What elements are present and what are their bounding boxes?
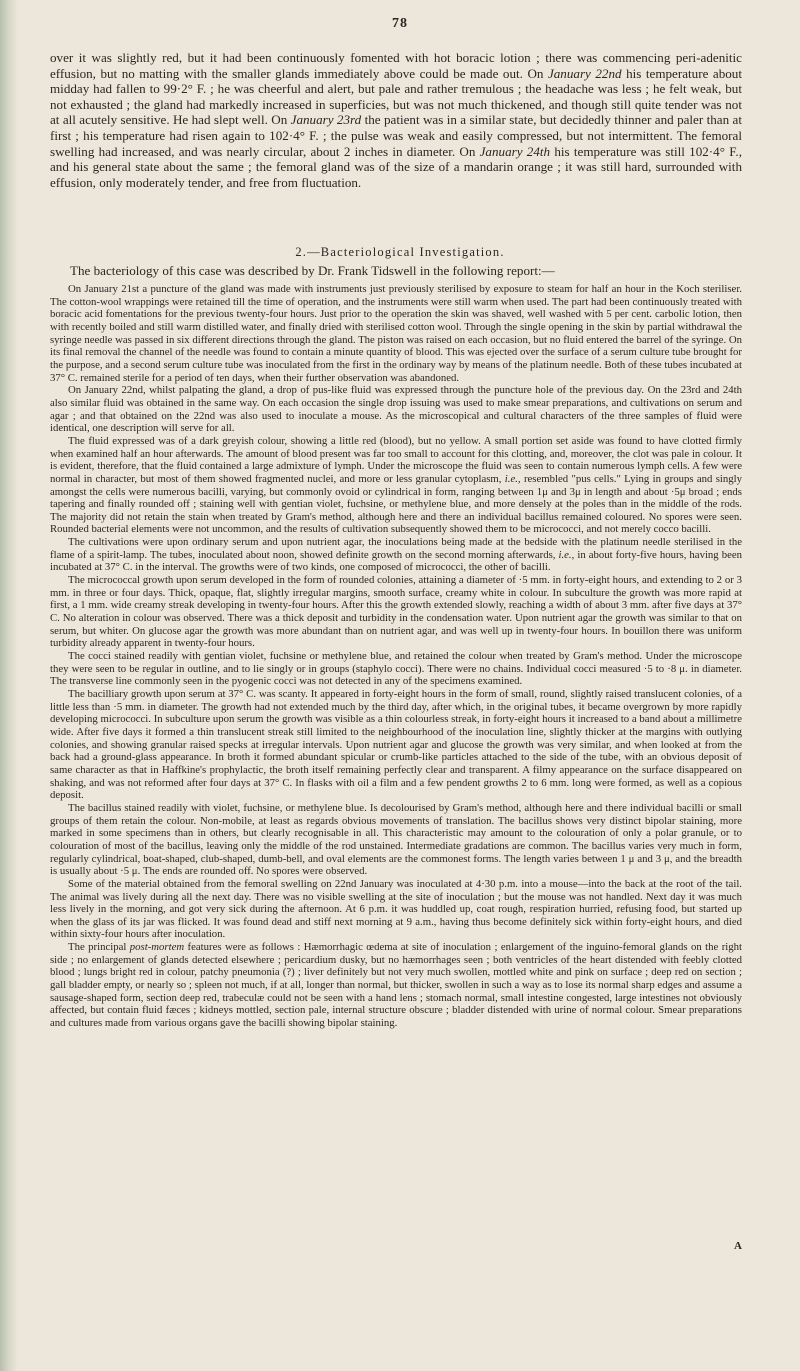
intro-run: his temperature about midday had fallen to 99·2° F. ; he was cheerful and alert, but pale and rather tremulous ; the headache was less ; he felt weak, but not exhausted ; the gland had markedly increased in superficies, but was not much thickened, and though still quite tender was not at all acutely sensitive. He had slept well. On [50, 65, 742, 128]
intro-run: January 24th [479, 143, 551, 159]
intro-run: January 23rd [290, 112, 362, 128]
report-run: post-mortem [129, 941, 185, 954]
report-paragraph [50, 384, 742, 435]
intro-run: the patient was in a similar state, but decidedly thinner and paler than at first ; his temperature had risen again to 102·4° F. ; the pulse was weak and easily compressed, but not intermittent. The femoral swelling had increased, and was nearly circular, about 2 inches in diameter. On [50, 112, 742, 159]
report-paragraph [50, 941, 742, 1030]
report-run: The principal [68, 941, 130, 954]
report-paragraph [50, 283, 742, 384]
intro-text [50, 50, 742, 190]
report-paragraph [50, 802, 742, 878]
report-body [50, 283, 742, 1030]
page-edge-shadow [0, 0, 18, 1371]
intro-run: his temperature was still 102·4° F., and his general state about the same ; the femoral gland was of the size of a mandarin orange ; it was still hard, surrounded with effusion, only moderately tender, and free from fluctuation. [50, 143, 742, 190]
report-paragraph [50, 574, 742, 650]
report-paragraph [50, 536, 742, 574]
report-run: On January 22nd, whilst palpating the gland, a drop of pus-like fluid was expressed through the puncture hole of the previous day. On the 23rd and 24th also similar fluid was obtained in the same way. On each occasion the single drop issuing was used to make smear preparations, and cultivations on serum and agar ; and that obtained on the 22nd was also used to inoculate a mouse. As the microscopical and cultural characters of the three samples of fluid were identical, one description will serve for all. [50, 384, 742, 435]
report-paragraph [50, 435, 742, 536]
report-run: i.e., [558, 548, 575, 561]
report-run: i.e., [504, 472, 521, 485]
report-paragraph [50, 650, 742, 688]
report-run: The fluid expressed was of a dark greyish colour, showing a little red (blood), but no yellow. A small portion set aside was found to have clotted firmly when examined half an hour afterwards. The amount of blood present was far too small to account for this clotting, and, moreover, the clot was pale in colour. It is evident, therefore, that the fluid contained a large admixture of lymph. Under the microscope the fluid was seen to contain numerous lymph cells. A few were normal in character, but most of them showed fragmented nuclei, and more or less granular cytoplasm, [50, 434, 742, 485]
report-run: The micrococcal growth upon serum developed in the form of rounded colonies, attaining a diameter of ·5 mm. in forty-eight hours, and extending to 2 or 3 mm. in three or four days. Thick, opaque, flat, slightly irregular margins, smooth surface, creamy white in colour. In subculture the growth was more rapid at first, a 1 mm. wide creamy streak developing in twenty-four hours. After this the growth extended slowly, reaching a width of about 3 mm. after five days at 37° C. No alteration in colour was observed. There was a thick deposit and turbidity in the condensation water. Upon nutrient agar the growth was similar to that on serum, but whiter. On glucose agar the growth was more abundant than on nutrient agar, and was well up in twenty-four hours. In bouillon there was uniform turbidity already apparent in twenty-four hours. [50, 574, 742, 650]
report-run: The cultivations were upon ordinary serum and upon nutrient agar, the inoculations being made at the bedside with the platinum needle sterilised in the flame of a spirit-lamp. The tubes, inoculated about noon, showed definite growth on the second morning afterwards, [50, 536, 742, 561]
report-run: The bacillus stained readily with violet, fuchsine, or methylene blue. Is decolourised by Gram's method, although here and there individual bacilli or small groups of them retain the colour. Non-mobile, at least as regards obvious movements of translation. The bacillus shows very distinct bipolar staining, more marked in some specimens than in others, but clearly recognisable in all. This characteristic may amount to the colouration of only a polar granule, or to colouration of most of the bacillus, leaving only the middle of the rod unstained. Intermediate gradations are common. The bacillus varies very much in form, regularly cylindrical, boat-shaped, club-shaped, dumb-bell, and oval elements are the commonest forms. The length varies between 1 μ and 3 μ, and the breadth is usually about ·5 μ. The ends are rounded off. No spores were observed. [50, 801, 742, 878]
intro-run: over it was slightly red, but it had been continuously fomented with hot boracic lotion ; there was commencing peri-adenitic effusion, but no matting with the smaller glands immediately above could be made out. On [50, 50, 742, 81]
report-intro [50, 263, 742, 279]
report-run: On January 21st a puncture of the gland was made with instruments just previously sterilised by exposure to steam for half an hour in the Koch steriliser. The cotton-wool wrappings were retained till the time of operation, and the instruments were still warm when used. The part had been continuously treated with boracic acid fomentations for the previous twenty-four hours. Just prior to the operation the skin was shaved, well washed with 5 per cent. carbolic lotion, then with recently boiled and still warm distilled water, and finally dried with sterilised cotton wool. Through the single opening in the skin by partial withdrawal the syringe needle was passed in six different directions through the gland. The piston was raised on each occasion, but no fluid entered the barrel of the syringe. On its final removal the channel of the needle was found to contain a minute quantity of blood. This was ejected over the surface of a serum culture tube brought for the purpose, and a second serum culture tube was inoculated from the first in the ordinary way by means of the platinum needle. Both of these tubes incubated at 37° C. remained sterile for a period of ten days, when their further observation was abandoned. [50, 283, 742, 384]
intro-run: January 22nd [547, 65, 622, 81]
report-run: features were as follows : Hæmorrhagic œdema at site of inoculation ; enlargement of the inguino-femoral glands on the right side ; no enlargement of glands detected elsewhere ; pericardium dusky, but no hæmorrhages seen ; both ventricles of the heart distended with feebly clotted blood ; lungs bright red in colour, patchy pneumonia (?) ; liver definitely but not very much swollen, mottled white and pink on surface ; deep red on section ; gall bladder empty, or nearly so ; spleen not much, if at all, longer than normal, but thicker, swollen in such a way as to lose its normal sharp edges and assume a sausage-shaped form, section deep red, trabeculæ could not be seen with a hand lens ; stomach normal, small intestine congested, large intestines not obviously affected, but contain fluid fæces ; kidneys mottled, section pale, internal structure obscure ; bladder distended with urine of normal colour. Smear preparations and cultures made from various organs gave the bacilli showing bipolar staining. [50, 941, 742, 1030]
report-run: The bacilliary growth upon serum at 37° C. was scanty. It appeared in forty-eight hours in the form of small, round, slightly raised translucent colonies, of a little less than ·5 mm. in diameter. The growth had not extended much by the third day, after which, in the original tubes, it became overgrown by more rapidly developing micrococci. In subculture upon serum the growth was visible as a thin colourless streak, in forty-eight hours it increased to a band about a millimetre wide. After five days it formed a thin translucent streak still limited to the neighbourhood of the inoculation line, slightly thicker at the margins with outlying colonies, and showing granular raised specks at irregular intervals. Upon nutrient agar and glucose the growth was very similar, and when looked at from the back had a ground-glass appearance. In broth it formed abundant spicular or crumb-like particles attached to the side of the tube, with an obvious deposit of same character as that in Haffkine's prophylactic, the broth itself remaining perfectly clear and transparent. A filmy appearance on the surface disappeared on shaking, and was not reformed after four days at 37° C. In flasks with oil a film and a few pendent growths 2 to 6 mm. long were formed, as well as a copious deposit. [50, 688, 742, 802]
report-paragraph [50, 878, 742, 941]
report-intro-text: The bacteriology of this case was described by Dr. Frank Tidswell in the following report:— [70, 263, 555, 278]
report-run: The cocci stained readily with gentian violet, fuchsine or methylene blue, and retained the colour when treated by Gram's method. Under the microscope they were seen to be regular in outline, and to lie singly or in groups (staphylo cocci). There were no chains. Individual cocci measured ·5 to ·8 μ. in diameter. The transverse line commonly seen in the pyogenic cocci was not detected in any of the specimens examined. [50, 650, 742, 688]
report-run: resembled "pus cells." Lying in groups and singly amongst the cells were numerous bacilli, varying, but commonly ovoid or cylindrical in form, ranging between 1μ and 3μ in length and about ·5μ broad ; ends tapering and finally rounded off ; staining well with gentian violet, fuchsine, or methylene blue, and more densely at the poles than in the middle of the rods. The majority did not retain the stain when treated by Gram's method, although here and there an individual bacillus remained coloured. No spores were seen. Rounded bacterial elements were not uncommon, and the results of cultivation subsequently showed them to be micrococci, and not merely cocco bacilli. [50, 472, 742, 536]
section-heading: 2.—Bacteriological Investigation. [295, 245, 505, 259]
intro-paragraph [50, 50, 742, 190]
catchword: A [734, 1240, 742, 1252]
report-run: in about forty-five hours, having been incubated at 37° C. in the interval. The growths were of two kinds, one composed of micrococci, the other of bacilli. [50, 548, 742, 574]
report-run: Some of the material obtained from the femoral swelling on 22nd January was inoculated at 4·30 p.m. into a mouse—into the back at the root of the tail. The animal was lively during all the next day. There was no visible swelling at the site of inoculation ; but the mouse was not handled. Next day it was much less lively in the morning, and got very sick during the afternoon. At 6 p.m. it was huddled up, coat rough, respiration hurried, refusing food, but started up when the glass of its jar was flicked. It was found dead and stiff next morning at 9 a.m., having thus become definitely sick within forty-eight hours, and died within sixty-four hours after inoculation. [50, 877, 742, 941]
report-paragraph [50, 688, 742, 802]
page-number: 78 [392, 16, 408, 31]
